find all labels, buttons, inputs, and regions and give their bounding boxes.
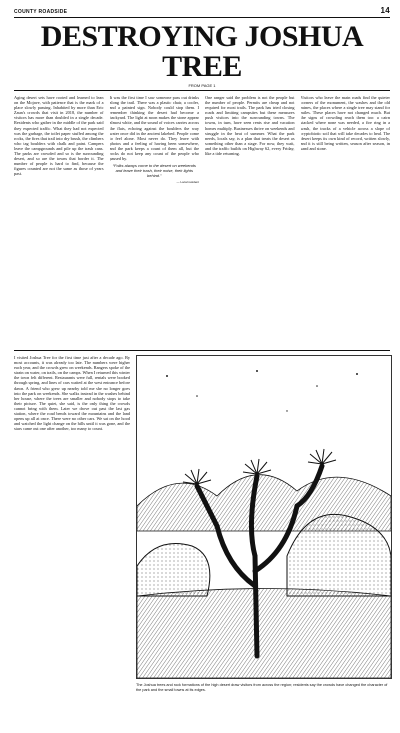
article-column-1: Aging desert sets have rooted and learned to lean on the Mojave, with patience that is the mark of a place slowly passing. Inhabited by more than Eric Zaun's crowds that visit in 2018, the number of visitors has more than doubled in a single decade. Residents who gather in the middle of the park said they expected traffic. What they had not expected was the garbage, the toilet paper stuffed among the rocks, the fires that trail into dry brush, the climbers who tag boulders with chalk and paint. Campers leave the campgrounds and pile up the trash cans. The parks are crowded and so is the surrounding desert, and so are the towns that border it. The number of people is hard to find, because the figures counted are not the same as those of years past. [14, 95, 104, 177]
article-column-2: It was the first time I saw someone pass out drinks along the trail. There was a plastic chair, a cooler, and a painted sign. Nobody could stop them. I remember thinking the desert had become a backyard. The light at noon makes the stone appear almost white, and the sound of voices carries across the flats, echoing against the boulders the way water once did in the ancient lakebed. People come to feel alone. Most never do. They leave with photos and a feeling of having been somewhere, and the park keeps a count of them all, but the rocks do not keep any count of the people who passed by. “Folks always come to the desert on weekends and leave their trash, their noise, their lights behind.” — Local resident [109, 95, 199, 185]
jump-line: FROM PAGE 1 [188, 83, 216, 88]
desert-illustration [136, 355, 392, 679]
section-name: COUNTY ROADSIDE [14, 9, 68, 15]
lower-section [14, 355, 390, 692]
section-divider [14, 350, 390, 351]
headline: DESTROYING JOSHUA TREE [40, 20, 364, 83]
running-header [14, 6, 390, 18]
article-column-3: One ranger said the problem is not the people but the number of people. Permits are cheap and not required for most trails. The park has tried closing roads and limiting campsites but these measures push visitors into the surrounding towns. The towns, in turn, have seen rents rise and vacation homes multiply. Businesses thrive on weekends and struggle in the heat of summer. What the park needs, locals say, is a plan that treats the desert as something other than a stage. For now, they wait, and the traffic builds on Highway 62, every Friday, like a tide returning. [205, 95, 295, 157]
divider [14, 90, 390, 91]
illustration-block [136, 355, 390, 692]
newspaper-page [14, 6, 390, 728]
sidebar-text: I visited Joshua Tree for the first time just after a decade ago. By most accounts, it was already too late. The numbers were higher each year, and the crowds grew on weekends. Rangers spoke of the strain on water, on trails, on the camps. When I returned this winter the town felt different. Restaurants were full, rentals were booked through spring, and lines of cars waited at the west entrance before dawn. A friend who grew up nearby told me she no longer goes into the park on weekends. She walks instead in the washes behind her house, where the trees are smaller and nobody stops to take their picture. The quiet, she said, is the only thing the crowds cannot bring with them. Later we drove out past the last gas station, where the road bends toward the mountains and the land opens up all at once. There were no other cars. We sat on the hood and watched the light change on the hills until it was gone, and the stars came out one after another, too many to count. [14, 355, 130, 432]
sidebar-column [14, 355, 130, 692]
joshua-tree-drawing-icon [137, 356, 391, 678]
page-number: 14 [380, 6, 390, 15]
article-column-4: Visitors who leave the main roads find the quieter corners of the monument, the washes and the old mines, the places where a single tree may stand for miles. These places have not changed much. But the signs of crowding reach them too: a cairn stacked where none was needed, a fire ring in a wash, the tracks of a vehicle across a slope of cryptobiotic soil that will take decades to heal. The desert keeps its own kind of record, written slowly, and it is still being written, season after season, in sand and stone. [300, 95, 390, 151]
illustration-caption: The Joshua trees and rock formations of the high desert draw visitors from across the region; residents say the crowds have changed the character of the park and the small towns at its edges. [136, 683, 388, 692]
article-columns [14, 95, 390, 345]
pull-quote: “Folks always come to the desert on weekends and leave their trash, their noise, their lights behind.” [112, 163, 196, 179]
pull-quote-source: — Local resident [176, 180, 199, 185]
